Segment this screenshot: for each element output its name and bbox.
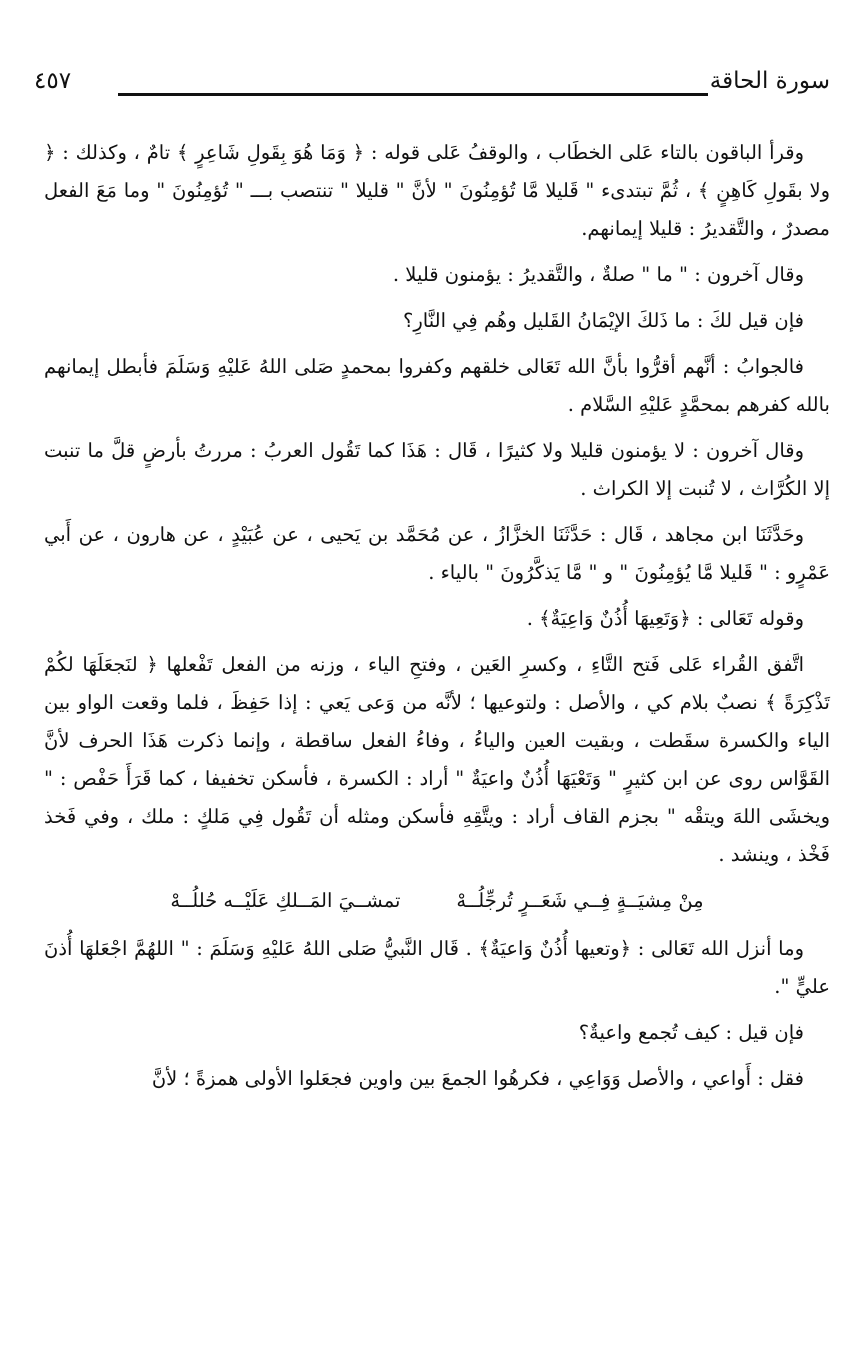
page-body xyxy=(44,134,830,1104)
paragraph-5: وقال آخرون : لا يؤمنون قليلا ولا كثيرًا ، قَال : هَذَا كما تَقُول العربُ : مررتُ بأرضٍ قلَّ ما تنبت إلا الكُرَّاث ، لا تُنبت إلا الكراث . xyxy=(44,439,830,500)
paragraph-10: فإن قيل : كيف تُجمع واعيةٌ؟ xyxy=(578,1021,804,1044)
paragraph-11: فقل : أَواعي ، والأصل وَوَاعِي ، فكرهُوا الجمعَ بين واوين فجعَلوا الأولى همزةً ؛ لأنَّ xyxy=(151,1067,804,1090)
verse-first-hemistich: مِنْ مِشيَــةٍ فِــي شَعَــرٍ تُرجِّلُــهْ xyxy=(456,889,704,912)
surah-title: سورة الحاقة xyxy=(709,68,830,94)
paragraph-1: وقرأ الباقون بالتاء عَلى الخطَاب ، والوقفُ عَلى قوله : ﴿ وَمَا هُوَ بِقَولِ شَاعِرٍ ﴾ تامٌ ، وكذلك : ﴿ ولا بقَولِ كَاهِنٍ ﴾ ، ثُمَّ تبتدىء " قَليلا مَّا تُؤمِنُونَ " لأنَّ " قليلا " تنتصب بـــ " تُؤمِنُونَ " وما مَعَ الفعل مصدرٌ ، والتَّقديرُ : قليلا إيمانهم. xyxy=(44,141,830,240)
header-rule xyxy=(118,93,708,96)
page-header xyxy=(30,66,830,106)
paragraph-7: وقوله تَعَالى : ﴿وَتَعِيهَا أُذُنٌ وَاعِيَةٌ﴾ . xyxy=(526,607,804,630)
paragraph-6: وحَدَّثَنَا ابن مجاهد ، قَال : حَدَّثَنَا الخزَّازُ ، عن مُحَمَّد بن يَحيى ، عن عُبَيْدٍ ، عن هارون ، عن أَبي عَمْرٍو : " قَليلا مَّا يُؤمِنُونَ " و " مَّا يَذكَّرُونَ " بالياء . xyxy=(44,523,830,584)
page-number: ٤٥٧ xyxy=(34,68,72,94)
paragraph-4: فالجوابُ : أنَّهم أقرُّوا بأنَّ الله تَعَالى خلقهم وكفروا بمحمدٍ صَلى اللهُ عَليْهِ وَسَلَمَ فأبطل إيمانهم بالله كفرهم بمحمَّدٍ عَليْهِ السَّلام . xyxy=(44,355,830,416)
paragraph-9: وما أنزل الله تَعَالى : ﴿وتعيها أُذُنٌ وَاعيَةٌ﴾ . قَال النَّبيُّ صَلى اللهُ عَليْهِ وَسَلَمَ : " اللهُمَّ اجْعَلهَا أُذنَ عليٍّ ". xyxy=(44,937,830,998)
poetry-verse xyxy=(44,882,830,920)
paragraph-8: اتَّفق القُراء عَلى فَتح التَّاءِ ، وكسرِ العَين ، وفتحِ الياء ، وزنه من الفعل تَفْعلها ﴿ لنَجعَلَهَا لكُمْ تَذْكِرَةً ﴾ نصبٌ بلام كي ، والأصل : ولتوعيها ؛ لأنَّه من وَعى يَعي : إذا حَفِظَ ، فلما وقعت الواو بين الياء والكسرة سقَطت ، وبقيت العين والياءُ ، وفاءُ الفعل ساقطة ، وإنما ذكرت هَذَا الحرف لأنَّ القَوَّاس روى عن ابن كثيرٍ " وَتَعْيَهَا أُذُنٌ واعيَةٌ " أراد : الكسرة ، فأسكن تخفيفا ، كما قَرَأَ حَفْص : " ويخشَى اللهَ ويتقْه " بجزم القاف أراد : ويتَّقِهِ فأسكن ومثله أن تَقُول فِي مَلكٍ : ملك ، وفي فَخذ فَخْذ ، وينشد . xyxy=(44,653,830,866)
verse-second-hemistich: تمشــيَ المَــلكِ عَلَيْــه حُللُــهْ xyxy=(170,889,401,912)
paragraph-3: فإن قيل لكَ : ما ذَلكَ الإيْمَانُ القَليل وهُم فِي النَّارِ؟ xyxy=(403,309,804,332)
paragraph-2: وقال آخرون : " ما " صلةٌ ، والتَّقديرُ : يؤمنون قليلا . xyxy=(392,263,804,286)
